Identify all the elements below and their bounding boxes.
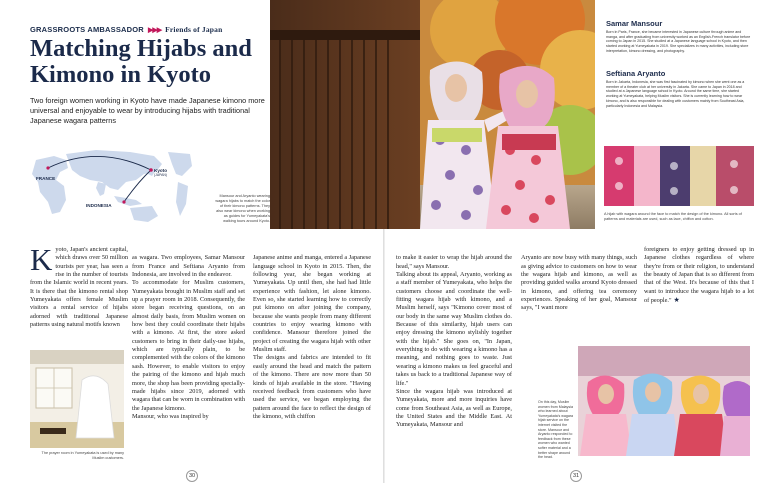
bio-text-aryanto: Born in Jakarta, Indonesia, she was first fascinated by kimono when she went one as a member of a theater club at her university in Jakarta. She came to Japan in 2018 and studied at a Japanese language school in Kyoto. Around the same time, she started working at Yumeyakata, helping Muslim visitors. She is currently learning how to wear kimono, and is also responsible for dealing with customers mainly from Southeast Asia, particularly Indonesia and Malaysia. xyxy=(606,80,745,108)
main-photo-caption: Mansour and Aryanto wearing wagara hijabs to match the color of their kimono patterns. They also wear kimono when working as guides for Yumeyakata's walking tours around Kyoto. xyxy=(215,194,270,223)
body-column-1 xyxy=(30,242,128,329)
body-text-1: yoto, Japan's ancient capital, which draws over 50 million tourists per year, has seen a rise in the number of tourists from the Islamic world in recent years. It is there that the kimono rental shop Yumeyakata offers female Muslim visitors a rental service of hijabs adorned with traditional Japanese patterns using natural motifs known xyxy=(30,246,128,329)
world-map-graphic xyxy=(26,146,196,226)
body-column-2 xyxy=(132,246,245,430)
body-column-4 xyxy=(396,246,512,438)
map-label-france: FRANCE xyxy=(36,176,56,181)
body-column-5 xyxy=(521,246,637,321)
bio-name-aryanto: Seftiana Aryanto xyxy=(606,69,666,78)
visitors-photo-caption: On this day, Muslim women from Malaysia who learned about Yumeyakata's wagara hijab service on the internet visited the store. Mansour and Aryanto responded to feedback from these women who wanted softer material and a better shape around the head. xyxy=(538,400,574,460)
world-map xyxy=(26,146,196,226)
france-dot xyxy=(46,166,49,169)
map-label-kyoto-name: Kyoto xyxy=(154,168,168,173)
indonesia-dot xyxy=(122,200,125,203)
body-column-6 xyxy=(644,246,754,305)
main-photo xyxy=(270,0,595,229)
map-label-kyoto xyxy=(154,168,167,177)
page-number-left: 30 xyxy=(186,470,198,482)
prayer-room-illustration xyxy=(30,350,124,448)
bio-text-mansour: Born in Paris, France, she became interested in Japanese culture through anime and manga, and after graduating from university worked as an English-French translator before coming to Japan in 2015. She studied at a Japanese language school in Kyoto, and then started working at Yumeyakata in 2019. She specializes in many activities, including store interpretation, kimono dressing, and photography. xyxy=(606,30,751,53)
body-text-2: as wagara. Two employees, Samar Mansour from France and Seftiana Aryanto from Indonesia, are involved in the endeavor. To accommodate for Muslim customers, Yumeyakata brought in Muslim staff and set up a prayer room in 2018. Consequently, the store began receiving questions, on an almost daily basis, from Muslim women on how best they could coordinate their hijabs with a kimono. At first, the store asked customers to bring in their daily-use hijabs, which are typically plain, to be complemented with the colors of the kimono sash. However, to enable visitors to enjoy the pairing of the kimono and hijab much more, the shop has been providing specially-made hijabs since 2019, adorned with wagara that can be worn in combination with the Japanese kimono. Mansour, who was inspired by xyxy=(132,254,245,420)
body-column-3 xyxy=(253,246,371,430)
hijab-detail-illustration xyxy=(604,146,754,206)
body-paragraph-1 xyxy=(30,242,128,329)
kicker-subsection: Friends of Japan xyxy=(165,25,223,34)
main-photo-illustration xyxy=(270,0,595,229)
body-text-5: Aryanto are now busy with many things, such as giving advice to customers on how to wear the wagara hijab and kimono, as well as providing guided walks around Kyoto dressed in kimono, and offering tea ceremony experiences. Speaking of her goal, Mansour says, "I want more xyxy=(521,254,637,312)
drop-cap: K xyxy=(30,242,53,277)
visitor-4 xyxy=(720,381,750,456)
article-title: Matching Hijabs and Kimono in Kyoto xyxy=(30,35,252,88)
map-label-indonesia: INDONESIA xyxy=(86,203,112,208)
prayer-room-caption: The prayer room in Yumeyakata is used by many Muslim customers. xyxy=(41,451,124,460)
kyoto-dot xyxy=(149,168,153,172)
bio-name-mansour: Samar Mansour xyxy=(606,19,663,28)
hijab-detail-photo xyxy=(604,146,754,206)
article-deck: Two foreign women working in Kyoto have made Japanese kimono more universal and enjoyable to wear by introducing hijabs with traditional Japanese wagara patterns xyxy=(30,96,265,125)
kicker-arrows: ▶▶▶ xyxy=(147,26,162,34)
visitor-3 xyxy=(674,375,728,456)
body-text-4: to make it easier to wrap the hijab around the head," says Mansour. Talking about its appeal, Aryanto, working as a staff member of Yumeyakata, who helps the customers choose and coordinate the well-fitting wagara hijab with kimono, and a Muslim herself, says "Kimono cover most of our body in the same way Muslim clothes do. Because of this similarity, hijab users can enjoy dressing the kimono stylishly together with the hijab." She goes on, "In Japan, everything to do with wearing a kimono has a meaning, and nothing goes to waste. Just wearing a kimono makes us feel graceful and takes us back to a traditional Japanese way of life." Since the wagara hijab was introduced at Yumeyakata, more and more inquiries have come from Southeast Asia, as well as Europe, the United States and the Middle East. At Yumeyakata, Mansour and xyxy=(396,254,512,429)
visitors-photo xyxy=(578,346,750,456)
body-text-6: foreigners to enjoy getting dressed up in Japanese clothes regardless of where they're from or their religion, to understand the beauty of Japan that is so different from that of the West. It's because of this that I want to introduce the wagara hijab to a lot of people." xyxy=(644,246,754,305)
map-label-kyoto-sub: (JAPAN) xyxy=(154,173,167,177)
map-land xyxy=(32,150,192,222)
visitors-illustration xyxy=(578,346,750,456)
visitor-1 xyxy=(580,375,632,456)
section-kicker xyxy=(30,25,222,34)
end-mark: ★ xyxy=(673,296,680,305)
kicker-section: GRASSROOTS AMBASSADOR xyxy=(30,25,144,34)
page-number-right: 31 xyxy=(570,470,582,482)
body-text-3: Japanese anime and manga, entered a Japanese language school in Kyoto in 2015. Then, the following year, she began working at Yumeyakata. Up until then, she had had little experience with fashion, let alone kimono. Even so, she started learning how to correctly put kimono on after joining the company, because she wants people from many different countries to enjoy wearing kimono with confidence. Mansour therefore joined the project of creating the wagara hijab with other Muslim staff. The designs and fabrics are intended to fit easily around the head and match the pattern of the kimono. There are now more than 50 kinds of hijab available in the store. "Having received feedback from customers who have used the service, we began employing the pattern around the face to reflect the design of the kimono, with chiffon xyxy=(253,254,371,420)
visitor-2 xyxy=(626,373,680,456)
body-paragraph-6 xyxy=(644,246,754,305)
hijab-detail-caption: A hijab with wagara around the face to match the design of the kimono. All sorts of patterns and materials are used, such as lace, chiffon and cotton. xyxy=(604,212,742,221)
prayer-room-photo xyxy=(30,350,124,448)
